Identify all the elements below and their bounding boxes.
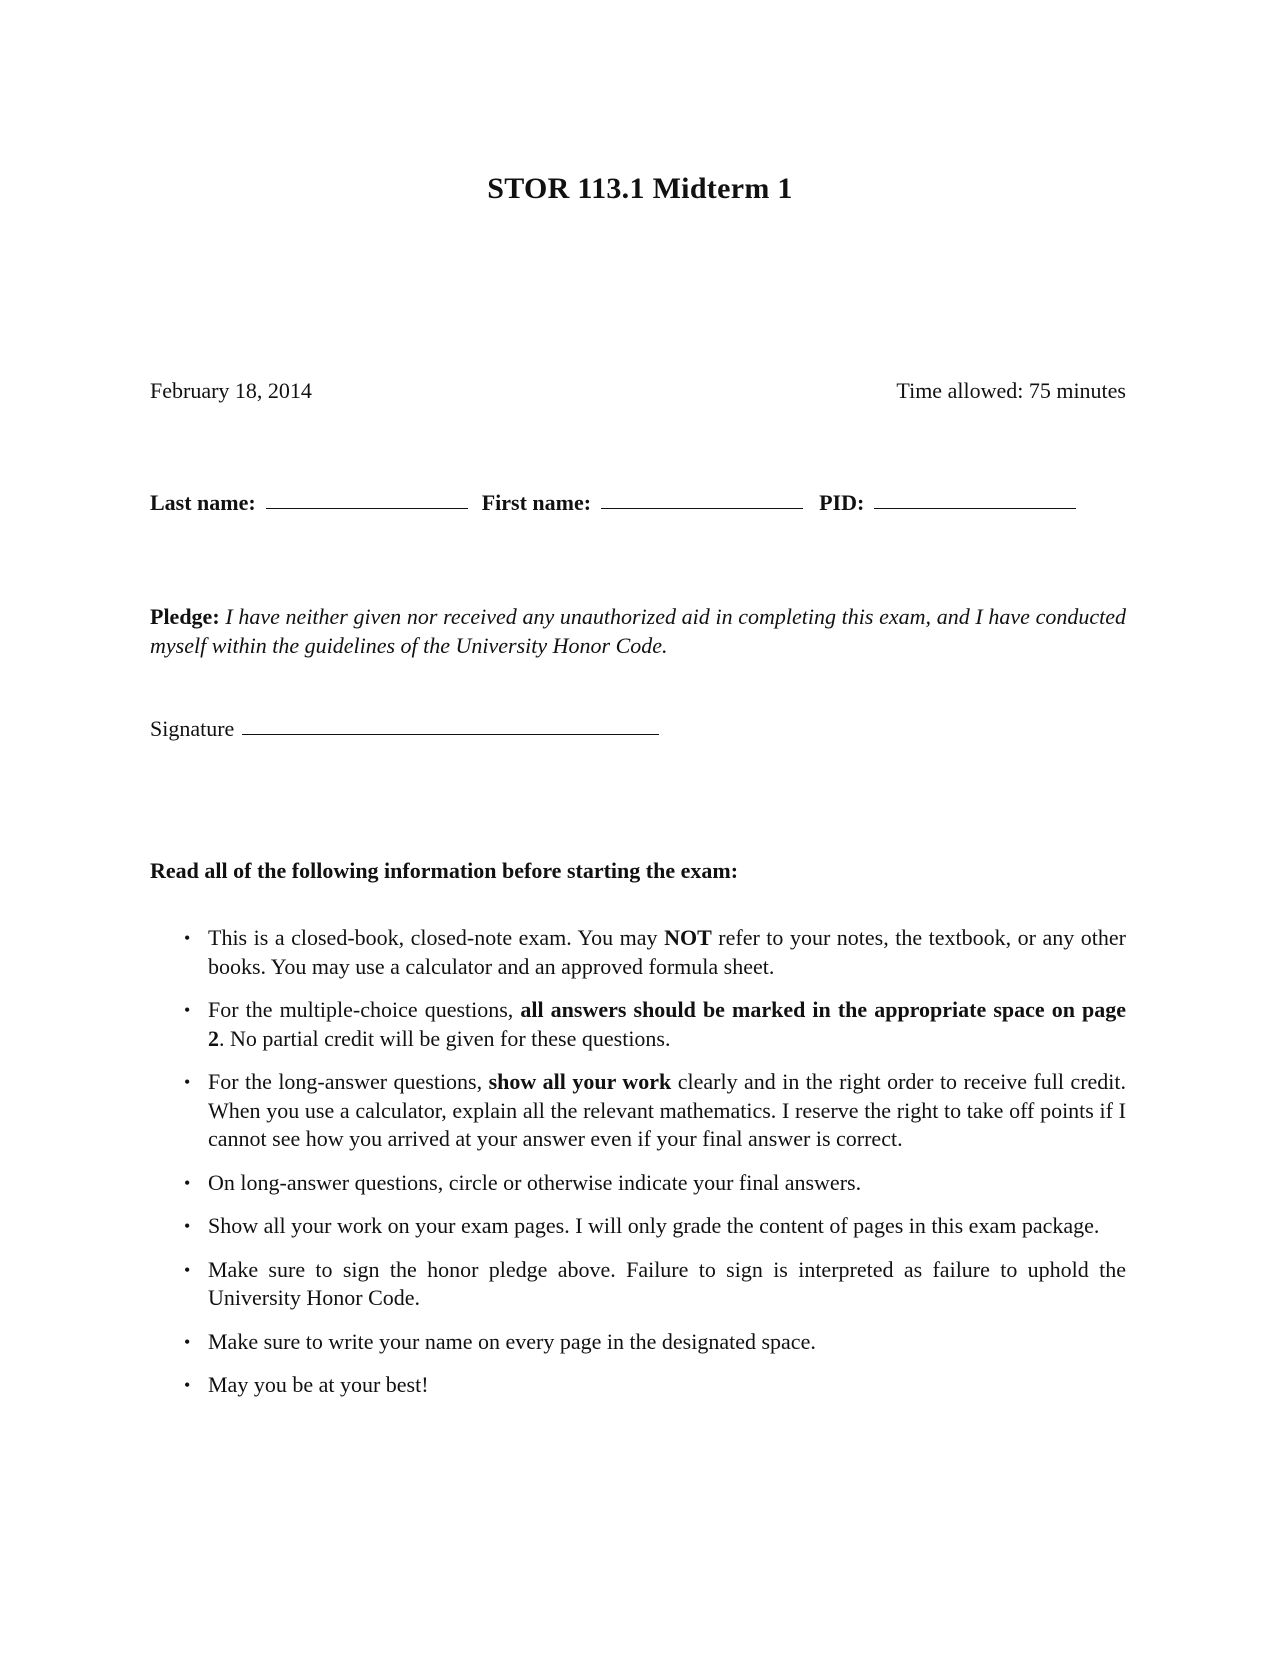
bullet-icon: •	[184, 928, 191, 948]
instruction-text: For the multiple-choice questions,	[208, 997, 521, 1022]
list-item	[176, 1212, 1126, 1241]
last-name-field[interactable]	[266, 508, 468, 509]
list-item	[176, 1256, 1126, 1313]
list-item	[176, 1169, 1126, 1198]
instruction-text: On long-answer questions, circle or otherwise indicate your final answers.	[208, 1169, 862, 1195]
pledge-label: Pledge:	[150, 604, 220, 629]
instruction-text: Make sure to sign the honor pledge above. Failure to sign is interpreted as failure to uphold the University Honor Code.	[208, 1256, 1126, 1310]
page-title: STOR 113.1 Midterm 1	[487, 172, 793, 205]
instructions-heading: Read all of the following information before starting the exam:	[150, 858, 739, 883]
exam-date: February 18, 2014	[150, 378, 312, 403]
instruction-text: Make sure to write your name on every page in the designated space.	[208, 1328, 816, 1354]
instruction-text: refer to your notes, the textbook, or any other books. You may use a calculator and an approved formula sheet.	[208, 925, 1127, 979]
instruction-text: This is a closed-book, closed-note exam. You may	[208, 925, 665, 950]
instruction-emphasis: all answers should be marked in the appropriate space on page 2	[208, 997, 1127, 1051]
bullet-icon: •	[184, 1216, 191, 1236]
list-item	[176, 1371, 1126, 1400]
instructions-list	[176, 924, 1126, 1415]
instruction-text: Show all your work on your exam pages. I will only grade the content of pages in this exam package.	[208, 1213, 1100, 1238]
first-name-field[interactable]	[601, 508, 803, 509]
bullet-icon: •	[184, 1331, 191, 1352]
list-item	[176, 1328, 1126, 1357]
bullet-icon: •	[184, 1375, 191, 1395]
signature-label: Signature	[150, 716, 235, 741]
honor-pledge	[150, 602, 1126, 660]
bullet-icon: •	[184, 1259, 191, 1280]
instruction-text: clearly and in the right order to receive full credit. When you use a calculator, explain all the relevant mathematics. I reserve the right to take off points if I cannot see how you arrived at your answer even if your final answer is correct.	[208, 1069, 1127, 1151]
instruction-emphasis: show all your work	[488, 1069, 672, 1094]
time-allowed: Time allowed: 75 minutes	[896, 378, 1126, 403]
pid-field[interactable]	[874, 508, 1076, 509]
student-info-row	[150, 490, 1126, 516]
pid-label: PID:	[819, 490, 865, 515]
exam-meta-row	[150, 378, 1126, 404]
pledge-text: I have neither given nor received any unauthorized aid in completing this exam, and I have conducted myself within the guidelines of the University Honor Code.	[150, 604, 1127, 658]
signature-field[interactable]	[242, 734, 659, 735]
list-item	[176, 1068, 1126, 1154]
instruction-text: May you be at your best!	[208, 1372, 429, 1397]
bullet-icon: •	[184, 1072, 191, 1092]
bullet-icon: •	[184, 1000, 191, 1020]
first-name-label: First name:	[481, 490, 592, 515]
instruction-emphasis: NOT	[664, 925, 712, 950]
instruction-text: For the long-answer questions,	[208, 1069, 489, 1094]
instruction-text: . No partial credit will be given for these questions.	[219, 1025, 671, 1051]
bullet-icon: •	[184, 1172, 191, 1193]
signature-row	[150, 716, 1126, 742]
last-name-label: Last name:	[150, 490, 256, 515]
list-item	[176, 924, 1126, 981]
list-item	[176, 996, 1126, 1053]
